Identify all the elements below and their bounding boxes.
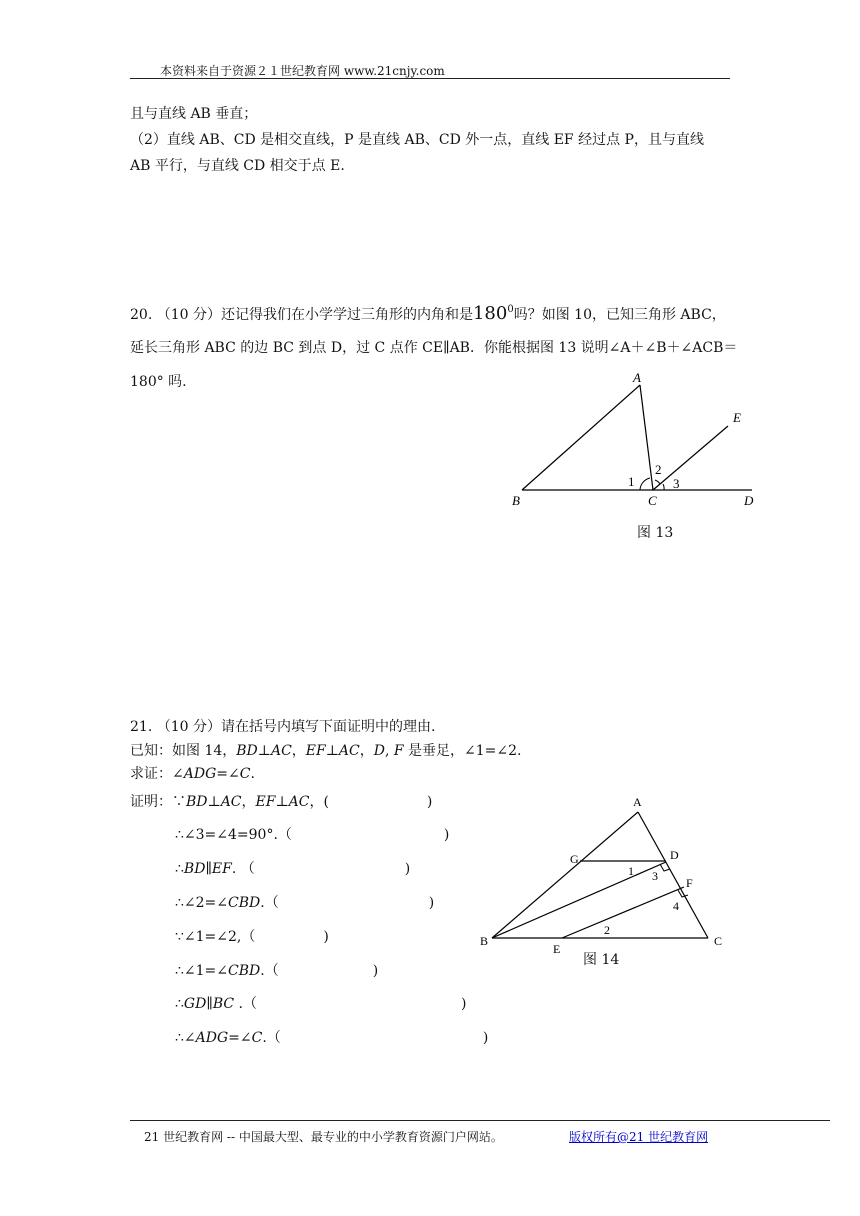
step6-pre: ∴∠1=∠ bbox=[175, 963, 229, 979]
q19-line3: AB 平行，与直线 CD 相交于点 E. bbox=[130, 158, 345, 174]
step7-close: ) bbox=[460, 996, 467, 1012]
q21-given-d: D bbox=[373, 743, 385, 759]
q21-given-f: F bbox=[393, 743, 404, 759]
q20-line1-a: 20. （10 分）还记得我们在小学学过三角形的内角和是 bbox=[130, 307, 473, 323]
step6-cbd: CBD bbox=[228, 963, 261, 979]
fig13-angle3-arc bbox=[663, 484, 664, 490]
footer-copyright-link[interactable]: 版权所有@21 世纪教育网 bbox=[569, 1130, 709, 1144]
q20-line1 bbox=[130, 300, 726, 325]
step1-perp: ⊥ bbox=[207, 794, 221, 810]
fig14-label-d: D bbox=[670, 848, 679, 862]
fig13-label-c: C bbox=[648, 493, 657, 508]
step1-ac: AC bbox=[220, 794, 242, 810]
step3-pre: ∴ bbox=[175, 861, 184, 877]
q21-prove-adg: ADG bbox=[183, 766, 217, 782]
q21-given-perp2: ⊥ bbox=[325, 743, 339, 759]
step7-gd: GD bbox=[183, 996, 207, 1012]
fig14-label-c: C bbox=[714, 934, 723, 948]
proof-step-8 bbox=[175, 1028, 488, 1048]
step3-ef: EF bbox=[211, 861, 232, 877]
step2-close: ) bbox=[443, 827, 450, 843]
step6-close: ) bbox=[372, 963, 379, 979]
proof-step-6 bbox=[175, 961, 378, 981]
q21-given bbox=[130, 741, 521, 761]
q20-degree bbox=[473, 303, 514, 324]
q21-given-ac: AC bbox=[270, 743, 292, 759]
q21-title: 21. （10 分）请在括号内填写下面证明中的理由. bbox=[130, 719, 436, 735]
step7-open: .（ bbox=[234, 996, 257, 1012]
step1-sep: ， bbox=[241, 794, 256, 810]
step7-pre: ∴ bbox=[175, 996, 184, 1012]
step4-open: .（ bbox=[260, 895, 279, 911]
fig14-caption: 图 14 bbox=[583, 952, 620, 968]
q20-degree-base: 180 bbox=[472, 303, 508, 324]
q21-prove bbox=[130, 764, 255, 784]
figure-13 bbox=[500, 364, 770, 554]
q21-given-bd: BD bbox=[236, 743, 258, 759]
fig14-label-1: 1 bbox=[628, 864, 634, 878]
fig14-label-a: A bbox=[633, 795, 642, 809]
proof-step-5 bbox=[175, 927, 329, 947]
q21-given-sep3: , bbox=[384, 743, 394, 759]
step8-open: .（ bbox=[262, 1030, 281, 1046]
q20-line3: 180° 吗. bbox=[130, 374, 187, 390]
fig13-line-ac bbox=[640, 385, 653, 490]
fig14-line-ba bbox=[492, 812, 638, 938]
fig14-line-ef bbox=[562, 887, 684, 938]
fig14-label-e: E bbox=[553, 942, 561, 956]
step8-close: ) bbox=[482, 1030, 489, 1046]
step8-c: C bbox=[251, 1030, 263, 1046]
q21-given-suffix: 是垂足，∠1=∠2. bbox=[403, 743, 522, 759]
q21-given-perp1: ⊥ bbox=[257, 743, 271, 759]
fig13-label-3: 3 bbox=[673, 476, 680, 491]
fig14-line-bd bbox=[492, 862, 666, 938]
fig14-label-4: 4 bbox=[673, 899, 679, 913]
footer-text: 21 世纪教育网 -- 中国最大型、最专业的中小学教育资源门户网站。 bbox=[144, 1130, 503, 1144]
fig13-angle1-arc bbox=[640, 478, 650, 490]
q19-line2: （2）直线 AB、CD 是相交直线，P 是直线 AB、CD 外一点，直线 EF 经过点 P，且与直线 bbox=[130, 132, 704, 148]
figure-14 bbox=[476, 792, 736, 972]
proof-label: 证明： bbox=[130, 794, 172, 810]
fig13-caption: 图 13 bbox=[637, 525, 674, 541]
step3-parallel: ∥ bbox=[205, 861, 212, 877]
proof-step-4 bbox=[175, 893, 434, 913]
footer-divider bbox=[130, 1120, 830, 1121]
fig13-label-b: B bbox=[512, 493, 520, 508]
step5-close: ) bbox=[323, 929, 329, 945]
proof-step-2 bbox=[175, 825, 449, 845]
step1-pre: ∵ bbox=[172, 794, 186, 810]
proof-step-7 bbox=[175, 994, 466, 1014]
step8-adg: ADG bbox=[195, 1030, 229, 1046]
fig13-label-a: A bbox=[633, 370, 641, 385]
step7-bc: BC bbox=[212, 996, 235, 1012]
fig13-line-ba bbox=[522, 385, 640, 490]
q20-degree-sup: 0 bbox=[507, 304, 514, 315]
header-divider bbox=[130, 78, 730, 79]
step1-ac2: AC bbox=[288, 794, 310, 810]
step3-close: ) bbox=[404, 861, 411, 877]
q21-prove-mid: =∠ bbox=[216, 766, 240, 782]
q21-given-ac2: AC bbox=[338, 743, 360, 759]
proof-step-1 bbox=[130, 792, 432, 812]
step7-parallel: ∥ bbox=[206, 996, 213, 1012]
step3-bd: BD bbox=[183, 861, 206, 877]
step4-pre: ∴∠2=∠ bbox=[175, 895, 229, 911]
fig14-label-f: F bbox=[686, 876, 693, 890]
fig14-label-3: 3 bbox=[652, 869, 658, 883]
step1-ef: EF bbox=[255, 794, 276, 810]
step1-perp2: ⊥ bbox=[275, 794, 289, 810]
page-header: 本资料来自于资源２１世纪教育网 www.21cnjy.com bbox=[160, 64, 445, 78]
fig14-label-b: B bbox=[480, 934, 489, 948]
fig13-label-e: E bbox=[733, 410, 741, 425]
q21-given-ef: EF bbox=[305, 743, 326, 759]
step2-text: ∴∠3=∠4=90°.（ bbox=[175, 827, 292, 843]
step8-pre: ∴∠ bbox=[175, 1030, 196, 1046]
q21-prove-suffix: . bbox=[250, 766, 255, 782]
step4-cbd: CBD bbox=[228, 895, 261, 911]
step6-open: .（ bbox=[260, 963, 279, 979]
step1-close: ) bbox=[426, 794, 433, 810]
fig13-line-ce bbox=[653, 426, 728, 490]
step5-text: ∵∠1=∠2,（ bbox=[175, 929, 256, 945]
q21-given-sep1: ， bbox=[291, 743, 306, 759]
q20-line1-b: 吗？如图 10，已知三角形 ABC， bbox=[513, 307, 726, 323]
fig14-label-2: 2 bbox=[604, 923, 610, 937]
fig13-label-1: 1 bbox=[628, 474, 635, 489]
fig14-label-g: G bbox=[570, 852, 579, 866]
fig13-angle2-arc bbox=[655, 480, 660, 484]
fig14-line-ac bbox=[638, 812, 708, 938]
step8-mid: =∠ bbox=[228, 1030, 252, 1046]
q21-given-sep2: ， bbox=[359, 743, 374, 759]
fig13-label-2: 2 bbox=[655, 462, 662, 477]
step4-close: ) bbox=[428, 895, 435, 911]
q20-line2: 延长三角形 ABC 的边 BC 到点 D，过 C 点作 CE∥AB．你能根据图 13 说明∠A＋∠B＋∠ACB＝ bbox=[130, 340, 738, 356]
fig13-label-d: D bbox=[744, 493, 754, 508]
step1-open: ，( bbox=[309, 794, 329, 810]
q21-prove-prefix: 求证：∠ bbox=[130, 766, 184, 782]
step1-bd: BD bbox=[186, 794, 208, 810]
proof-step-3 bbox=[175, 859, 410, 879]
q21-prove-c: C bbox=[239, 766, 251, 782]
q19-line1: 且与直线 AB 垂直； bbox=[130, 106, 258, 122]
q21-given-prefix: 已知：如图 14， bbox=[130, 743, 237, 759]
step3-open: . （ bbox=[231, 861, 255, 877]
